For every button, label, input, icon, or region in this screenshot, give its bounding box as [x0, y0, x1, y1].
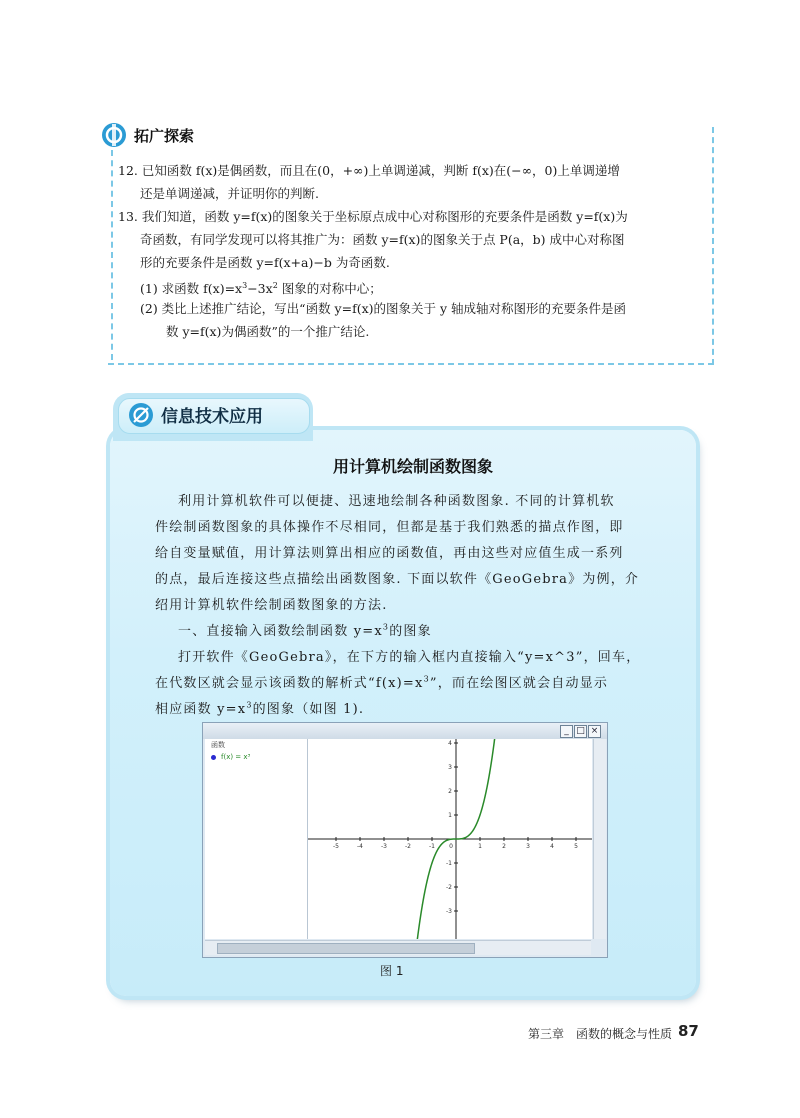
horizontal-scrollbar[interactable]: [205, 940, 591, 955]
visibility-dot-icon[interactable]: [211, 755, 216, 760]
explore-icon: [100, 121, 128, 149]
algebra-expression[interactable]: f(x) = x³: [221, 753, 251, 761]
q13-line1: 13. 我们知道，函数 y=f(x)的图象关于坐标原点成中心对称图形的充要条件是函数 y=f(x)为: [118, 209, 628, 224]
data-point: [465, 837, 466, 838]
y-tick-label: 1: [448, 812, 452, 819]
x-tick-label: 5: [574, 843, 578, 850]
q13-sub2-line2: 数 y=f(x)为偶函数”的一个推广结论.: [166, 324, 370, 339]
y-tick-label: 2: [448, 788, 452, 795]
para1-line2: 件绘制函数图象的具体操作不尽相同，但都是基于我们熟悉的描点作图，即: [155, 520, 624, 535]
data-point: [431, 862, 432, 863]
algebra-header: 函数: [211, 741, 225, 749]
close-button[interactable]: ×: [588, 725, 601, 738]
info-tab-title: 信息技术应用: [161, 407, 263, 427]
data-point: [451, 839, 452, 840]
algebra-view[interactable]: [205, 739, 308, 939]
para1-line5: 绍用计算机软件绘制函数图象的方法.: [155, 598, 388, 613]
y-tick-label: -3: [446, 908, 452, 915]
data-point: [494, 740, 495, 741]
q13-line2: 奇函数，有同学发现可以将其推广为：函数 y=f(x)的图象关于点 P(a，b) 成中心对称图: [140, 232, 625, 247]
scroll-thumb[interactable]: [217, 943, 475, 954]
data-point: [475, 826, 476, 827]
data-point: [484, 797, 485, 798]
x-tick-label: 1: [478, 843, 482, 850]
q13-line3: 形的充要条件是函数 y=f(x+a)−b 为奇函数.: [140, 255, 390, 270]
q13-sub1: (1) 求函数 $f(x)=x^3-3x^2$ 图象的对称中心；: [140, 281, 382, 297]
para1-line1: 利用计算机软件可以便捷、迅速地绘制各种函数图象. 不同的计算机软: [178, 494, 615, 509]
para2-line3: 相应函数 $y=x^3$的图象（如图 1).: [155, 700, 365, 717]
x-tick-label: -5: [333, 843, 339, 850]
figure-caption: 图 1: [380, 964, 404, 978]
x-tick-label: -2: [405, 843, 411, 850]
maximize-button[interactable]: □: [574, 725, 587, 738]
y-tick-label: 4: [448, 740, 452, 747]
data-point: [460, 838, 461, 839]
geogebra-window: [202, 722, 608, 958]
para1-line3: 给自变量赋值，用计算法则算出相应的函数值，再由这些对应值生成一系列: [155, 546, 624, 561]
data-point: [470, 833, 471, 834]
data-point: [479, 814, 480, 815]
page-number: 87: [678, 1022, 699, 1040]
explore-border: [111, 150, 113, 360]
graphics-view[interactable]: [308, 739, 592, 939]
info-tech-icon: [128, 402, 154, 428]
section-heading-1: 一、直接输入函数绘制函数 $y=x^3$的图象: [178, 622, 432, 639]
x-tick-label: -3: [381, 843, 387, 850]
minimize-button[interactable]: _: [560, 725, 573, 738]
para2-line2: 在代数区就会显示该函数的解析式“$f(x)=x^3$”，而在绘图区就会自动显示: [155, 674, 609, 691]
x-tick-label: -4: [357, 843, 363, 850]
vertical-scrollbar[interactable]: [593, 739, 606, 939]
footer-chapter: 第三章 函数的概念与性质: [528, 1027, 673, 1041]
q13-sub2-line1: (2) 类比上述推广结论，写出“函数 y=f(x)的图象关于 y 轴成轴对称图形的充要条件是函: [140, 301, 627, 316]
para1-line4: 的点，最后连接这些点描绘出函数图象. 下面以软件《GeoGebra》为例，介: [155, 572, 640, 587]
y-tick-label: -1: [446, 860, 452, 867]
q12-line2: 还是单调递减，并证明你的判断.: [140, 186, 319, 201]
data-point: [427, 880, 428, 881]
data-point: [446, 840, 447, 841]
x-tick-label: -1: [429, 843, 435, 850]
section-title: 用计算机绘制函数图象: [332, 457, 493, 476]
data-point: [441, 844, 442, 845]
x-tick-label: 4: [550, 843, 554, 850]
para2-line1: 打开软件《GeoGebra》，在下方的输入框内直接输入“y=x^3”，回车，: [178, 650, 641, 665]
function-plot[interactable]: [308, 739, 592, 939]
q12-line1: 12. 已知函数 f(x)是偶函数，而且在(0，+∞)上单调递减，判断 f(x)在(−∞，0)上单调递增: [118, 163, 620, 178]
y-tick-label: 3: [448, 764, 452, 771]
data-point: [455, 838, 456, 839]
data-point: [436, 851, 437, 852]
data-point: [417, 937, 418, 938]
x-tick-label: 3: [526, 843, 530, 850]
data-point: [489, 773, 490, 774]
y-tick-label: -2: [446, 884, 452, 891]
x-tick-label: 2: [502, 843, 506, 850]
explore-title: 拓广探索: [134, 127, 195, 145]
data-point: [422, 904, 423, 905]
x-tick-label: 0: [449, 843, 453, 850]
geogebra-titlebar: [203, 723, 607, 739]
